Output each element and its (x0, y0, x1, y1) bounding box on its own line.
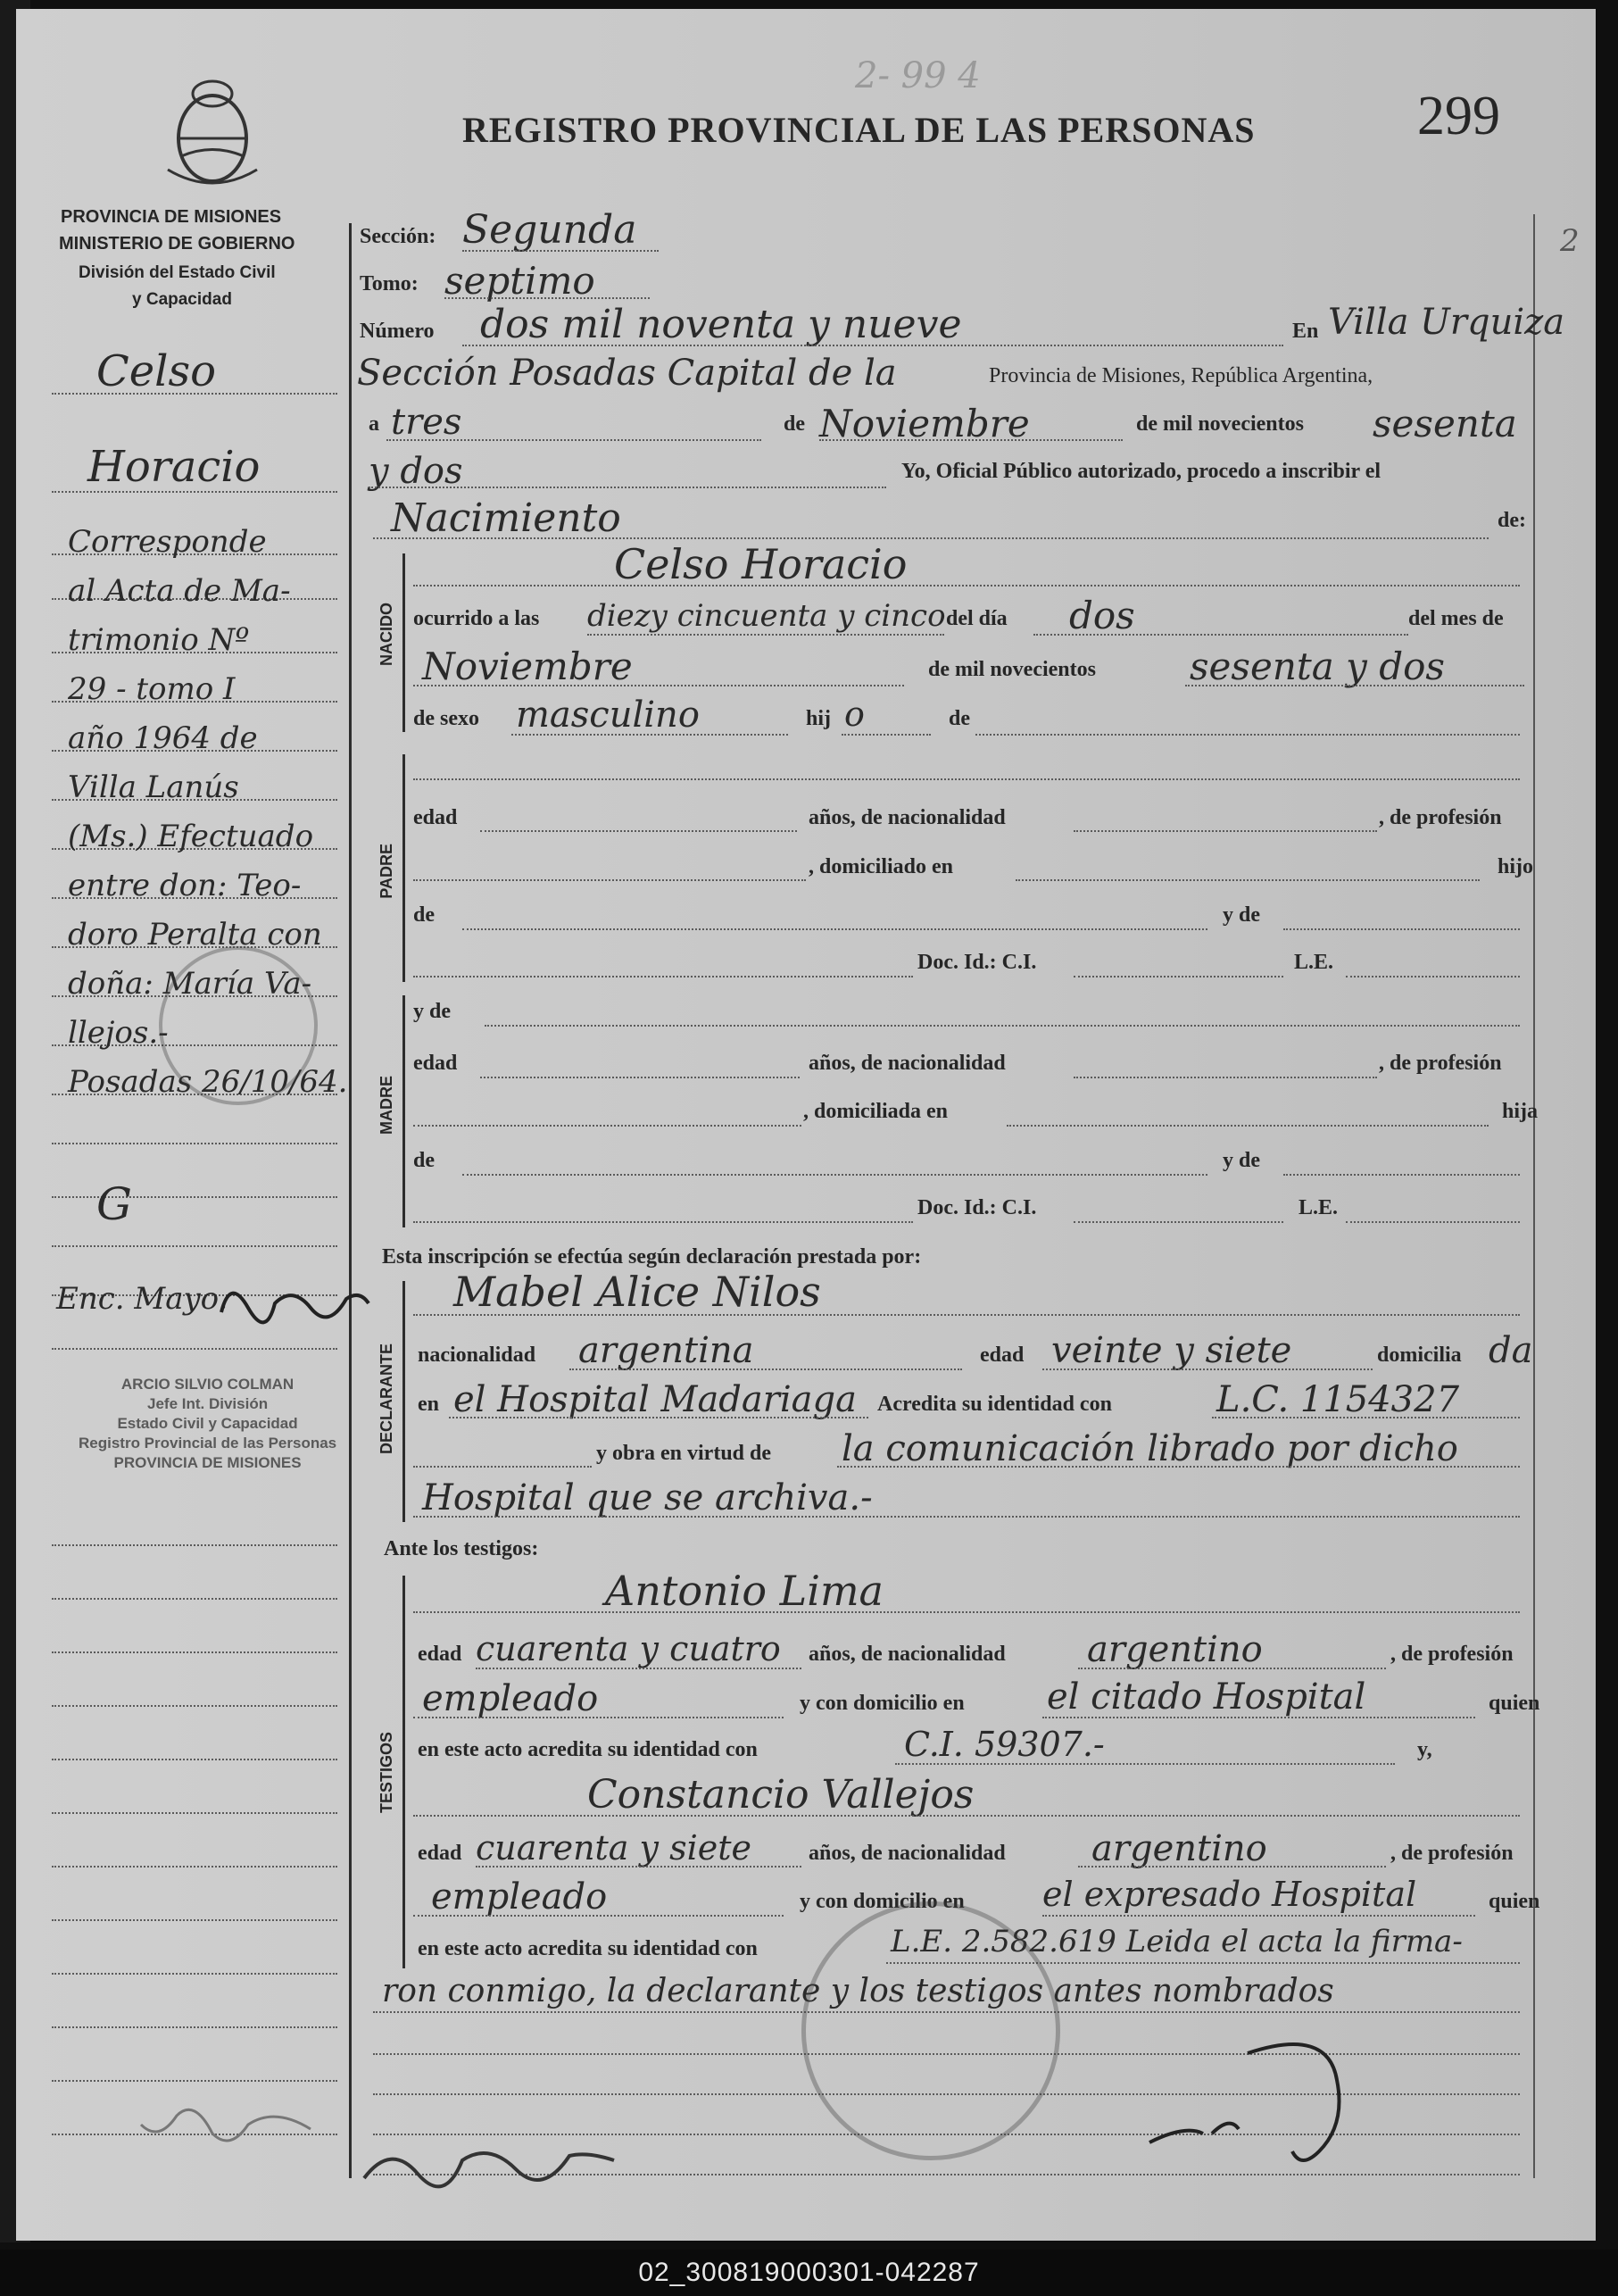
hij-value: o (844, 695, 865, 734)
testigo1-anios-label: años, de nacionalidad (809, 1643, 1006, 1666)
testigo2-dom: el expresado Hospital (1042, 1875, 1417, 1914)
mes-value: Noviembre (819, 402, 1030, 445)
mes-nac-value: Noviembre (422, 645, 633, 688)
footer-code: 02_300819000301-042287 (0, 2250, 1618, 2296)
yo-text: Yo, Oficial Público autorizado, procedo a inscribir el (901, 460, 1382, 483)
testigo2-nac: argentino (1091, 1828, 1267, 1869)
seccion-value: Segunda (462, 207, 637, 253)
nacido-name: Celso Horacio (614, 540, 908, 588)
testigo2-prof-label: , de profesión (1390, 1842, 1514, 1865)
declarante-edad-value: veinte y siete (1051, 1330, 1292, 1371)
testigo2-name: Constancio Vallejos (587, 1772, 975, 1818)
declarante-en-label: en (418, 1393, 439, 1416)
testigo1-edad: cuarenta y cuatro (476, 1629, 781, 1668)
declarante-side-label: DECLARANTE (378, 1343, 395, 1454)
testigo2-prof: empleado (431, 1876, 608, 1917)
declarante-bracket (402, 1281, 405, 1522)
ocurrido-label: ocurrido a las (413, 607, 540, 630)
padre-doc-label: Doc. Id.: C.I. (917, 951, 1037, 974)
mil-label: de mil novecientos (1136, 412, 1304, 436)
official-round-stamp (801, 1901, 1060, 2160)
testigo2-anios-label: años, de nacionalidad (809, 1842, 1006, 1865)
testigo1-edad-label: edad (418, 1643, 462, 1666)
padre-y-de-label: y de (1223, 903, 1260, 927)
provincia-text: Provincia de Misiones, República Argentina, (989, 364, 1373, 387)
del-dia-label: del día (946, 607, 1008, 630)
nacido-de-label: de (949, 707, 970, 730)
hij-label: hij (806, 707, 832, 730)
padre-bracket (402, 754, 405, 982)
padre-domiciliado-label: , domiciliado en (809, 855, 954, 878)
madre-domiciliada-label: , domiciliada en (803, 1100, 949, 1123)
testigo2-edad-label: edad (418, 1842, 462, 1865)
padre-edad-label: edad (413, 806, 458, 829)
enc-label: Enc. Mayo. (56, 1281, 228, 1317)
padre-side-label: PADRE (378, 844, 395, 899)
edge-mark: 2 (1560, 223, 1580, 259)
de-label: de (784, 412, 805, 436)
padre-anios-label: años, de nacionalidad (809, 806, 1006, 829)
testigo2-acred: L.E. 2.582.619 Leida el acta la firma- (891, 1924, 1463, 1959)
testigo-y-label: y, (1417, 1738, 1432, 1761)
margin-official-stamp: ARCIO SILVIO COLMAN Jefe Int. División Estado Civil y Capacidad Registro Provincial de las Personas PROVINCIA DE MISIONES (79, 1376, 337, 1471)
margin-divider (349, 223, 352, 2178)
declarante-obra-value: la comunicación librado por dicho (842, 1428, 1458, 1469)
seccion2-value: Sección Posadas Capital de la (357, 353, 897, 394)
org-line-2: MINISTERIO DE GOBIERNO (59, 234, 295, 254)
nacido-bracket (402, 553, 405, 732)
sexo-value: masculino (516, 695, 700, 736)
numero-label: Número (360, 320, 435, 343)
mil-nac-label: de mil novecientos (928, 658, 1096, 681)
declarante-obra-label: y obra en virtud de (596, 1442, 772, 1465)
seccion-label: Sección: (360, 225, 436, 248)
org-line-4: y Capacidad (132, 290, 232, 309)
hora-value: diezy cincuenta y cinco (587, 598, 946, 634)
madre-y-de2-label: y de (1223, 1149, 1260, 1172)
tomo-label: Tomo: (360, 272, 419, 295)
testigo1-prof: empleado (422, 1678, 599, 1719)
madre-hija-label: hija (1502, 1100, 1539, 1123)
margin-signature (212, 1268, 373, 1339)
madre-bracket (402, 995, 405, 1227)
margin-name-2: Horacio (87, 442, 261, 492)
testigo1-dom: el citado Hospital (1047, 1676, 1366, 1718)
declarante-domicilia-value: da (1489, 1330, 1533, 1371)
folio-number: 299 (1417, 86, 1500, 146)
declarante-domicilia-label: domicilia (1377, 1343, 1462, 1367)
madre-side-label: MADRE (378, 1076, 395, 1135)
testigo1-dom-label: y con domicilio en (800, 1692, 965, 1715)
madre-edad-label: edad (413, 1052, 458, 1075)
madre-le-label: L.E. (1299, 1196, 1339, 1219)
madre-de-label: de (413, 1149, 435, 1172)
testigos-side-label: TESTIGOS (378, 1732, 395, 1814)
anio-nac-value: sesenta y dos (1190, 645, 1445, 688)
sexo-label: de sexo (413, 707, 479, 730)
testigo2-dom-label: y con domicilio en (800, 1890, 965, 1913)
testigo1-nac: argentino (1087, 1629, 1263, 1670)
page-title: REGISTRO PROVINCIAL DE LAS PERSONAS (462, 110, 1256, 150)
tomo-value: septimo (444, 259, 595, 303)
testigo1-name: Antonio Lima (605, 1567, 884, 1615)
nacido-side-label: NACIDO (378, 603, 395, 666)
testigo1-quien-label: quien (1489, 1692, 1540, 1715)
declarante-nac-label: nacionalidad (418, 1343, 536, 1367)
testigo2-quien-label: quien (1489, 1890, 1540, 1913)
margin-note: Corresponde al Acta de Ma- trimonio Nº 29 - tomo I año 1964 de Villa Lanús (Ms.) Efectuado entre don: Teo- doro Peralta con doña: María Va- llejos.- Posadas 26/10/64. (68, 524, 348, 1100)
dia-nac-value: dos (1069, 594, 1135, 637)
signature-margin (132, 2089, 328, 2160)
signature-declarante (355, 2125, 623, 2196)
margin-name-1: Celso (96, 346, 217, 396)
org-line-1: PROVINCIA DE MISIONES (61, 207, 282, 227)
madre-doc-label: Doc. Id.: C.I. (917, 1196, 1037, 1219)
madre-profesion-label: , de profesión (1379, 1052, 1502, 1075)
testigos-intro: Ante los testigos: (384, 1537, 539, 1560)
declarante-intro: Esta inscripción se efectúa según declaración prestada por: (382, 1245, 922, 1269)
testigo2-acred-label: en este acto acredita su identidad con (418, 1937, 758, 1960)
a-label: a (369, 412, 379, 436)
testigo1-acred-label: en este acto acredita su identidad con (418, 1738, 758, 1761)
declarante-acredita-value: L.C. 1154327 (1216, 1379, 1460, 1420)
acta-value: Nacimiento (391, 495, 621, 541)
declarante-nac-value: argentina (578, 1330, 754, 1371)
testigos-bracket (402, 1576, 405, 1968)
margin-initial: G (96, 1178, 132, 1230)
madre-y-de-label: y de (413, 1000, 451, 1023)
testigo2-edad: cuarenta y siete (476, 1828, 751, 1868)
closing-line: ron conmigo, la declarante y los testigos antes nombrados (382, 1973, 1334, 2009)
stamp-number: 2- 99 4 (855, 55, 981, 96)
padre-le-label: L.E. (1294, 951, 1334, 974)
en-value: Villa Urquiza (1328, 302, 1565, 343)
org-line-3: División del Estado Civil (79, 263, 276, 282)
document-page (16, 9, 1596, 2241)
padre-hijo-label: hijo (1498, 855, 1534, 878)
numero-value: dos mil noventa y nueve (480, 302, 962, 347)
padre-de-label: de (413, 903, 435, 927)
coat-of-arms-icon (159, 71, 266, 187)
right-border (1533, 214, 1535, 2178)
dia-value: tres (391, 402, 462, 443)
madre-anios-label: años, de nacionalidad (809, 1052, 1006, 1075)
declarante-obra-value-2: Hospital que se archiva.- (422, 1477, 873, 1518)
declarante-name: Mabel Alice Nilos (453, 1268, 821, 1316)
en-label: En (1292, 320, 1319, 343)
declarante-en-value: el Hospital Madariaga (453, 1379, 857, 1420)
anio-value-2: y dos (369, 451, 463, 492)
testigo1-acred: C.I. 59307.- (904, 1725, 1105, 1764)
signature-oficial (1132, 2017, 1417, 2178)
declarante-acredita-label: Acredita su identidad con (877, 1393, 1112, 1416)
padre-profesion-label: , de profesión (1379, 806, 1502, 829)
margin-round-stamp (159, 946, 318, 1105)
declarante-edad-label: edad (980, 1343, 1025, 1367)
testigo1-prof-label: , de profesión (1390, 1643, 1514, 1666)
de-colon: de: (1498, 509, 1526, 532)
anio-value-1: sesenta (1373, 402, 1517, 445)
del-mes-label: del mes de (1408, 607, 1504, 630)
